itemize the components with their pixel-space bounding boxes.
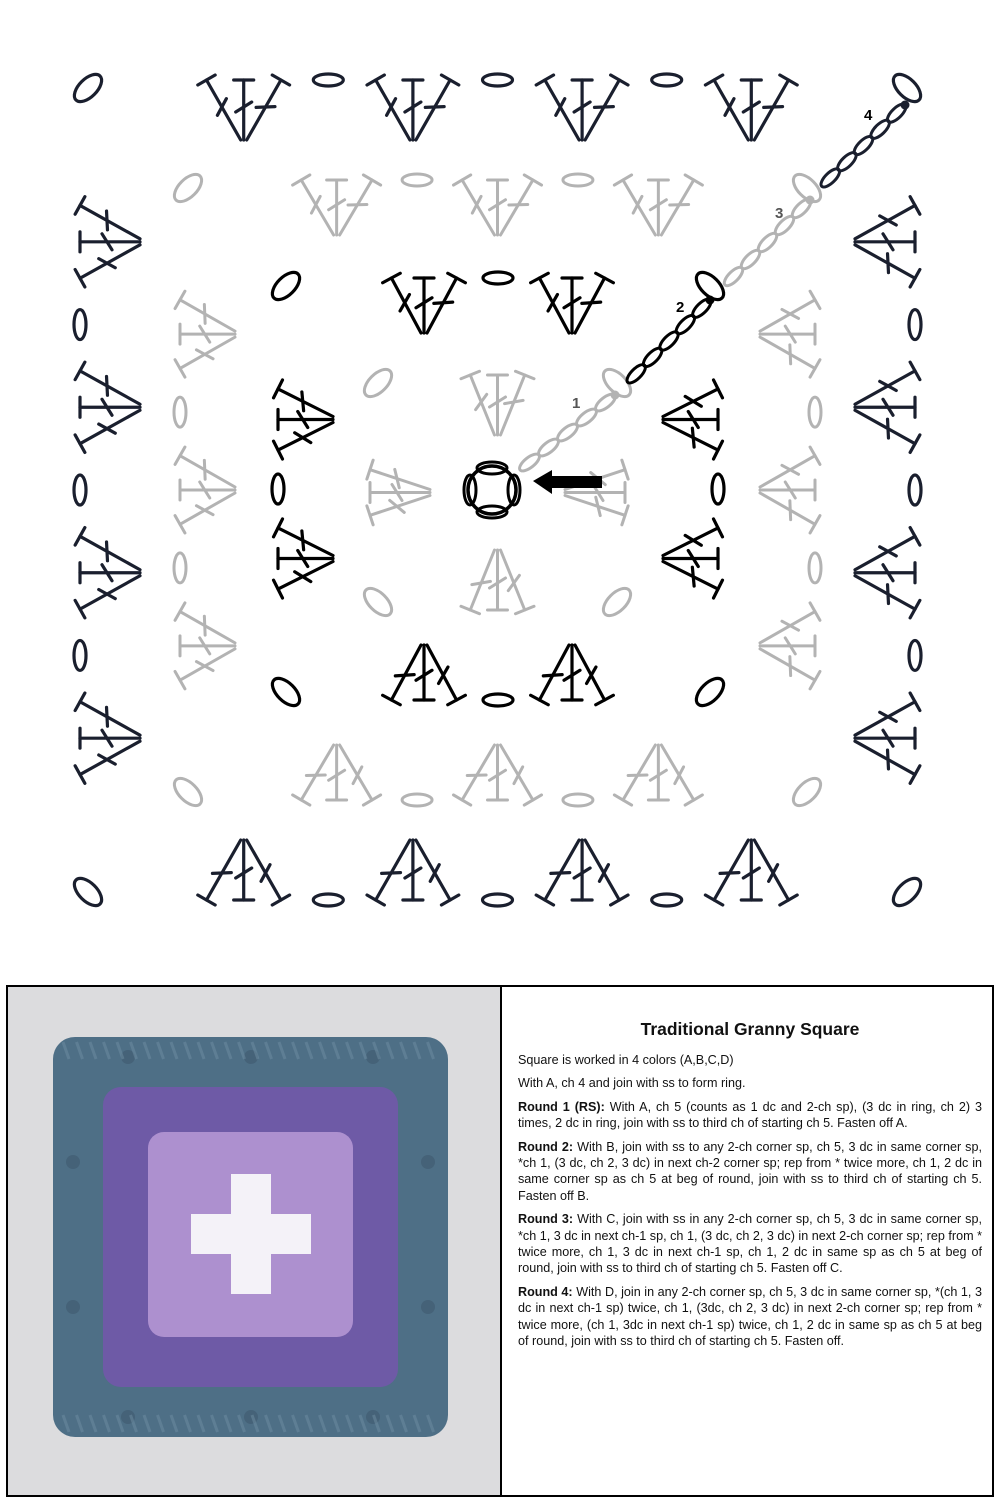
- corner-chain: [360, 365, 397, 402]
- dc-stitch: [416, 75, 459, 140]
- corner-chain: [889, 874, 926, 911]
- pattern-text: [502, 987, 992, 1495]
- chain-stitch: [652, 894, 682, 906]
- dc-stitch: [760, 603, 820, 643]
- dc-stitch: [855, 362, 920, 404]
- dc-stitch: [274, 380, 333, 417]
- chain-stitch: [483, 272, 513, 284]
- dc-stitch: [855, 576, 920, 618]
- dc-stitch: [340, 175, 381, 235]
- intro-colors: Square is worked in 4 colors (A,B,C,D): [518, 1053, 734, 1067]
- dc-stitch: [383, 645, 421, 705]
- dc-stitch: [75, 528, 140, 570]
- dc-stitch: [175, 649, 235, 689]
- dc-stitch: [340, 745, 381, 805]
- dc-stitch: [531, 273, 569, 333]
- dc-stitch: [575, 273, 613, 333]
- slip-stitch-dot: [611, 391, 620, 400]
- dc-stitch: [367, 496, 430, 525]
- dc-stitch: [461, 550, 495, 614]
- dc-stitch: [461, 371, 495, 435]
- round-2-start-chain: [624, 296, 714, 386]
- chain-gap: [421, 1155, 435, 1169]
- dc-stitch: [661, 745, 702, 805]
- chain-stitch: [174, 553, 186, 583]
- round-2-label: Round 2:: [518, 1139, 574, 1154]
- slip-stitch-dot: [901, 101, 910, 110]
- dc-stitch: [198, 840, 241, 905]
- dc-stitch: [705, 75, 748, 140]
- dc-stitch: [663, 519, 722, 556]
- dc-stitch: [367, 840, 410, 905]
- round-number-2: 2: [676, 299, 685, 316]
- corner-chain: [889, 70, 926, 107]
- dc-stitch: [293, 745, 334, 805]
- pattern-title: Traditional Granny Square: [640, 1019, 860, 1039]
- dc-stitch: [760, 649, 820, 689]
- corner-chain: [789, 774, 826, 811]
- slip-stitch-dot: [806, 196, 815, 205]
- corner-chain: [70, 874, 107, 911]
- chain-stitch: [402, 794, 432, 806]
- dc-stitch: [247, 75, 290, 140]
- chain-stitch: [313, 894, 343, 906]
- dc-stitch: [585, 75, 628, 140]
- dc-stitch: [367, 75, 410, 140]
- dc-stitch: [175, 493, 235, 533]
- dc-stitch: [614, 745, 655, 805]
- corner-chain: [70, 70, 107, 107]
- dc-stitch: [855, 197, 920, 239]
- round-4-instructions: [518, 1284, 982, 1350]
- dc-stitch: [453, 175, 494, 235]
- dc-stitch: [274, 562, 333, 599]
- dc-stitch: [614, 175, 655, 235]
- dc-stitch: [247, 840, 290, 905]
- dc-stitch: [75, 245, 140, 287]
- chain-gap: [66, 1300, 80, 1314]
- dc-stitch: [198, 75, 241, 140]
- chain-stitch: [563, 794, 593, 806]
- dc-stitch: [75, 693, 140, 735]
- round-number-1: 1: [572, 395, 581, 412]
- corner-chain: [268, 268, 305, 305]
- dc-stitch: [293, 175, 334, 235]
- dc-stitch: [501, 175, 542, 235]
- dc-stitch: [754, 75, 797, 140]
- dc-stitch: [175, 291, 235, 331]
- dc-stitch: [416, 840, 459, 905]
- dc-stitch: [427, 273, 465, 333]
- center-ring: [464, 462, 520, 518]
- dc-stitch: [855, 693, 920, 735]
- dc-stitch: [585, 840, 628, 905]
- dc-stitch: [75, 197, 140, 239]
- corner-chain: [170, 170, 207, 207]
- corner-chain: [170, 774, 207, 811]
- dc-stitch: [565, 496, 628, 525]
- dc-stitch: [501, 745, 542, 805]
- round-1-text: With A, ch 5 (counts as 1 dc and 2-ch sp), (3 dc in ring, ch 2) 3 times, 2 dc in ring, join with ss to third ch of starting ch 5. Fasten off A.: [518, 1099, 982, 1131]
- dc-stitch: [663, 423, 722, 460]
- chain-stitch: [272, 474, 284, 504]
- dc-stitch: [760, 337, 820, 377]
- chain-stitch: [809, 553, 821, 583]
- dc-stitch: [760, 493, 820, 533]
- round-3-label: Round 3:: [518, 1212, 574, 1227]
- dc-stitch: [536, 75, 579, 140]
- chain-stitch: [313, 74, 343, 86]
- round-2-text: With B, join with ss to any 2-ch corner sp, ch 5, 3 dc in same corner sp, *ch 1, (3 dc, ch 2, 3 dc) in next ch-2 corner sp; rep from * twice more, ch 1, 2 dc in same corner sp as ch 5 at beg of round, join with ss to third ch of starting ch 5. Fasten off B.: [518, 1139, 982, 1203]
- chain-stitch: [74, 310, 86, 340]
- pattern-panel: [6, 985, 994, 1497]
- dc-stitch: [705, 840, 748, 905]
- round-number-4: 4: [864, 107, 873, 124]
- chain-stitch: [809, 397, 821, 427]
- dc-stitch: [855, 410, 920, 452]
- chain-stitch: [174, 397, 186, 427]
- dc-stitch: [175, 337, 235, 377]
- dc-stitch: [536, 840, 579, 905]
- round-1-instructions: [518, 1099, 982, 1132]
- round-1: [360, 365, 636, 621]
- dc-stitch: [855, 528, 920, 570]
- round-number-3: 3: [775, 205, 784, 222]
- chain-stitch: [909, 475, 921, 505]
- dc-stitch: [575, 645, 613, 705]
- round-3-text: With C, join with ss in any 2-ch corner sp, ch 5, 3 dc in same corner sp, *ch 1, 3 dc in next ch-1 sp, ch 1, (3 dc, ch 2, 3 dc) in next 2-ch corner sp; rep from * twice more, ch 1, 3 dc in next ch-1 sp, ch 1, 2 dc in same sp as ch 5 at beg of round, join with ss to third ch of starting ch 5. Fasten off C.: [518, 1212, 982, 1276]
- dc-stitch: [175, 603, 235, 643]
- round-3-start-chain: [721, 196, 814, 289]
- dc-stitch: [367, 460, 430, 489]
- chain-stitch: [483, 694, 513, 706]
- corner-chain: [268, 674, 305, 711]
- round-3-instructions: [518, 1211, 982, 1277]
- dc-stitch: [75, 741, 140, 783]
- dc-stitch: [855, 245, 920, 287]
- chain-stitch: [74, 475, 86, 505]
- chain-stitch: [483, 894, 513, 906]
- dc-stitch: [760, 291, 820, 331]
- intro-ring: With A, ch 4 and join with ss to form ring.: [518, 1076, 746, 1091]
- dc-stitch: [75, 576, 140, 618]
- chain-gap: [66, 1155, 80, 1169]
- round-2: [268, 268, 729, 711]
- round-1-start-chain: [517, 391, 620, 474]
- dc-stitch: [274, 423, 333, 460]
- round-1-label: Round 1 (RS):: [518, 1099, 605, 1114]
- round-3: [170, 170, 826, 811]
- photo-cell: [8, 987, 502, 1495]
- dc-stitch: [855, 741, 920, 783]
- dc-stitch: [501, 550, 535, 614]
- dc-stitch: [75, 410, 140, 452]
- corner-chain: [599, 584, 636, 621]
- round-4-text: With D, join in any 2-ch corner sp, ch 5, 3 dc in same corner sp, *(ch 1, 3 dc in next ch-1 sp) twice, ch 1, (3dc, ch 2, 3 dc) in next 2-ch corner sp; rep from * twice more, (ch 1, 3dc in next ch-1 sp) twice, ch 1, 2 dc in same sp as ch 5 at beg of round, join with ss to third ch of starting ch 5. Fasten off.: [518, 1284, 983, 1349]
- round-2-instructions: [518, 1139, 982, 1205]
- dc-stitch: [274, 519, 333, 556]
- dc-stitch: [531, 645, 569, 705]
- chain-stitch: [402, 174, 432, 186]
- corner-chain: [360, 584, 397, 621]
- chain-stitch: [74, 640, 86, 670]
- dc-stitch: [661, 175, 702, 235]
- dc-stitch: [175, 447, 235, 487]
- dc-stitch: [75, 362, 140, 404]
- dc-stitch: [383, 273, 421, 333]
- slip-stitch-dot: [706, 296, 715, 305]
- dc-stitch: [501, 371, 535, 435]
- chain-stitch: [652, 74, 682, 86]
- chain-stitch: [909, 640, 921, 670]
- dc-stitch: [754, 840, 797, 905]
- dc-stitch: [663, 562, 722, 599]
- dc-stitch: [663, 380, 722, 417]
- dc-stitch: [760, 447, 820, 487]
- chain-gap: [421, 1300, 435, 1314]
- chain-stitch: [563, 174, 593, 186]
- chain-stitch: [712, 474, 724, 504]
- round-4-label: Round 4:: [518, 1284, 573, 1299]
- chain-stitch: [909, 310, 921, 340]
- chain-stitch: [483, 74, 513, 86]
- granny-square-photo: [8, 987, 498, 1491]
- dc-stitch: [427, 645, 465, 705]
- corner-chain: [692, 674, 729, 711]
- dc-stitch: [453, 745, 494, 805]
